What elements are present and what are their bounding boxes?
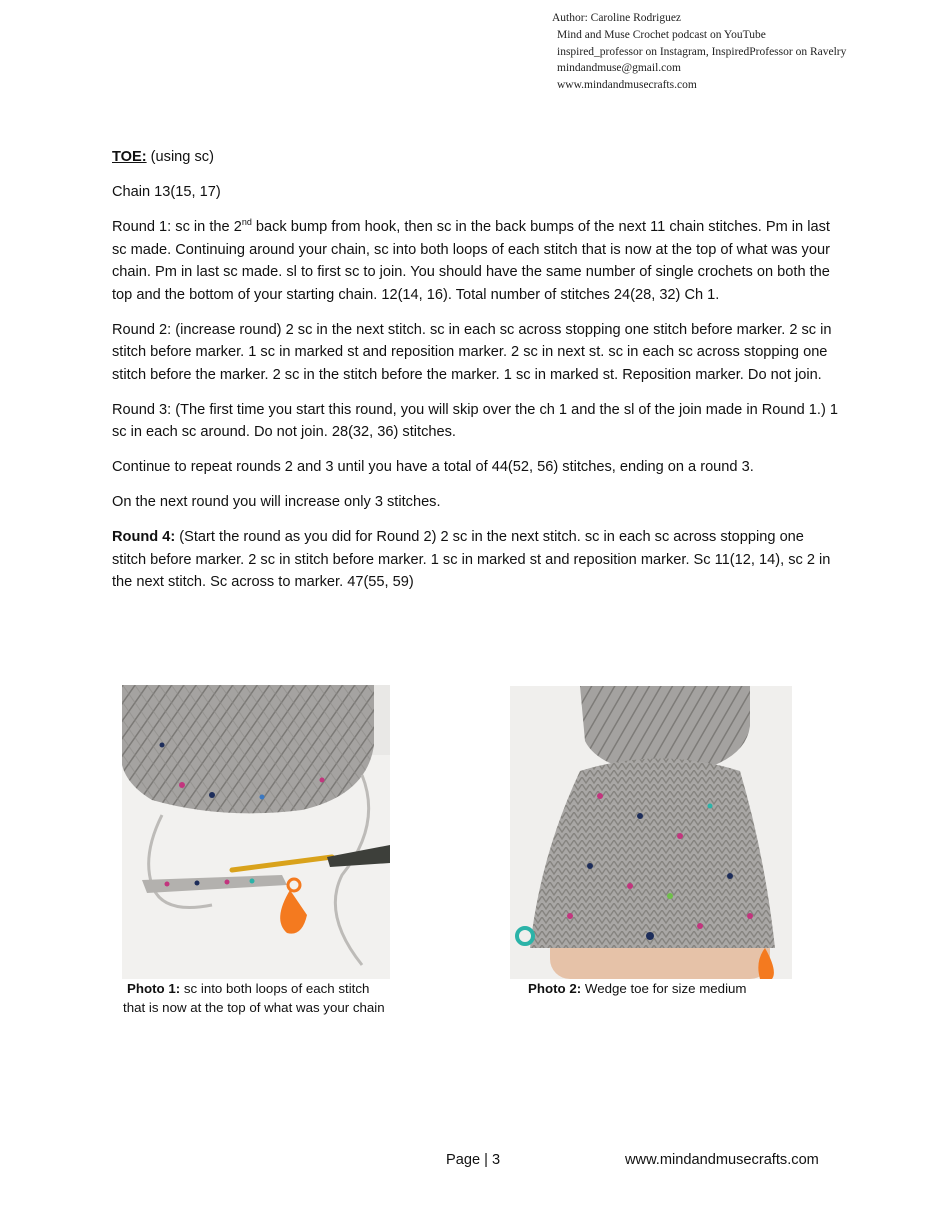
photo-1-caption-line-2: that is now at the top of what was your chain: [123, 1000, 385, 1015]
podcast-line: Mind and Muse Crochet podcast on YouTube: [557, 28, 766, 41]
photo-2-caption: [528, 979, 828, 999]
round-1-instruction: [112, 216, 842, 306]
website-line: www.mindandmusecrafts.com: [557, 79, 697, 92]
photo-2-image: [510, 686, 792, 979]
photo-1-label: Photo 1:: [127, 981, 181, 996]
photo-1-caption-text: sc into both loops of each stitch: [180, 981, 370, 996]
round-1-text-b: back bump from hook, then sc in the back bumps of the next 11 chain stitches. Pm in last sc made. Continuing around your chain, sc into both loops of each stitch that is now at the top of what was your chain. Pm in last sc made. sl to first sc to join. You should have the same number of single crochets on both the top and the bottom of your starting chain. 12(14, 16). Total number of stitches 24(28, 32) Ch 1.: [112, 219, 830, 303]
round-4-text: (Start the round as you did for Round 2) 2 sc in the next stitch. sc in each sc across stopping one stitch before marker. 2 sc in stitch before marker. 1 sc in marked st and reposition marker. Sc 11(12, 14), sc 2 in the next stitch. Sc across to marker. 47(55, 59): [112, 529, 831, 590]
photo-1-caption: [127, 979, 427, 999]
pattern-instructions: [112, 146, 842, 606]
author-header: [552, 10, 912, 94]
round-3-instruction: Round 3: (The first time you start this round, you will skip over the ch 1 and the sl of the join made in Round 1.) 1 sc in each sc around. Do not join. 28(32, 36) stitches.: [112, 401, 839, 440]
email-line: mindandmuse@gmail.com: [557, 62, 681, 75]
next-round-note: On the next round you will increase only 3 stitches.: [112, 494, 441, 510]
round-4-instruction: [112, 526, 842, 594]
photo-2-caption-text: Wedge toe for size medium: [581, 981, 747, 996]
chain-instruction: Chain 13(15, 17): [112, 184, 221, 200]
page-number: Page | 3: [446, 1152, 501, 1168]
photo-1-illustration: [122, 685, 390, 979]
round-1-superscript: nd: [241, 217, 252, 227]
photo-1-image: [122, 685, 390, 979]
round-4-label: Round 4:: [112, 529, 176, 545]
round-2-instruction: Round 2: (increase round) 2 sc in the next stitch. sc in each sc across stopping one stitch before marker. 2 sc in stitch before marker. 1 sc in marked st and reposition marker. 2 sc in next st. sc in each sc across stopping one stitch before the marker. 2 sc in the stitch before the marker. 1 sc in marked st. Reposition marker. Do not join.: [112, 321, 832, 383]
author-name: Author: Caroline Rodriguez: [552, 12, 682, 24]
section-title-note: (using sc): [150, 149, 214, 165]
continue-instruction: Continue to repeat rounds 2 and 3 until you have a total of 44(52, 56) stitches, ending on a round 3.: [112, 459, 754, 475]
round-1-text-a: Round 1: sc in the 2: [112, 219, 242, 235]
section-heading: [112, 146, 842, 169]
photo-2-illustration: [510, 686, 792, 979]
footer-website: www.mindandmusecrafts.com: [625, 1152, 819, 1168]
photo-1-caption-line-1: [127, 979, 427, 999]
photo-2-label: Photo 2:: [528, 981, 582, 996]
social-line: inspired_professor on Instagram, InspiredProfessor on Ravelry: [557, 45, 847, 58]
section-title: TOE:: [112, 149, 147, 165]
